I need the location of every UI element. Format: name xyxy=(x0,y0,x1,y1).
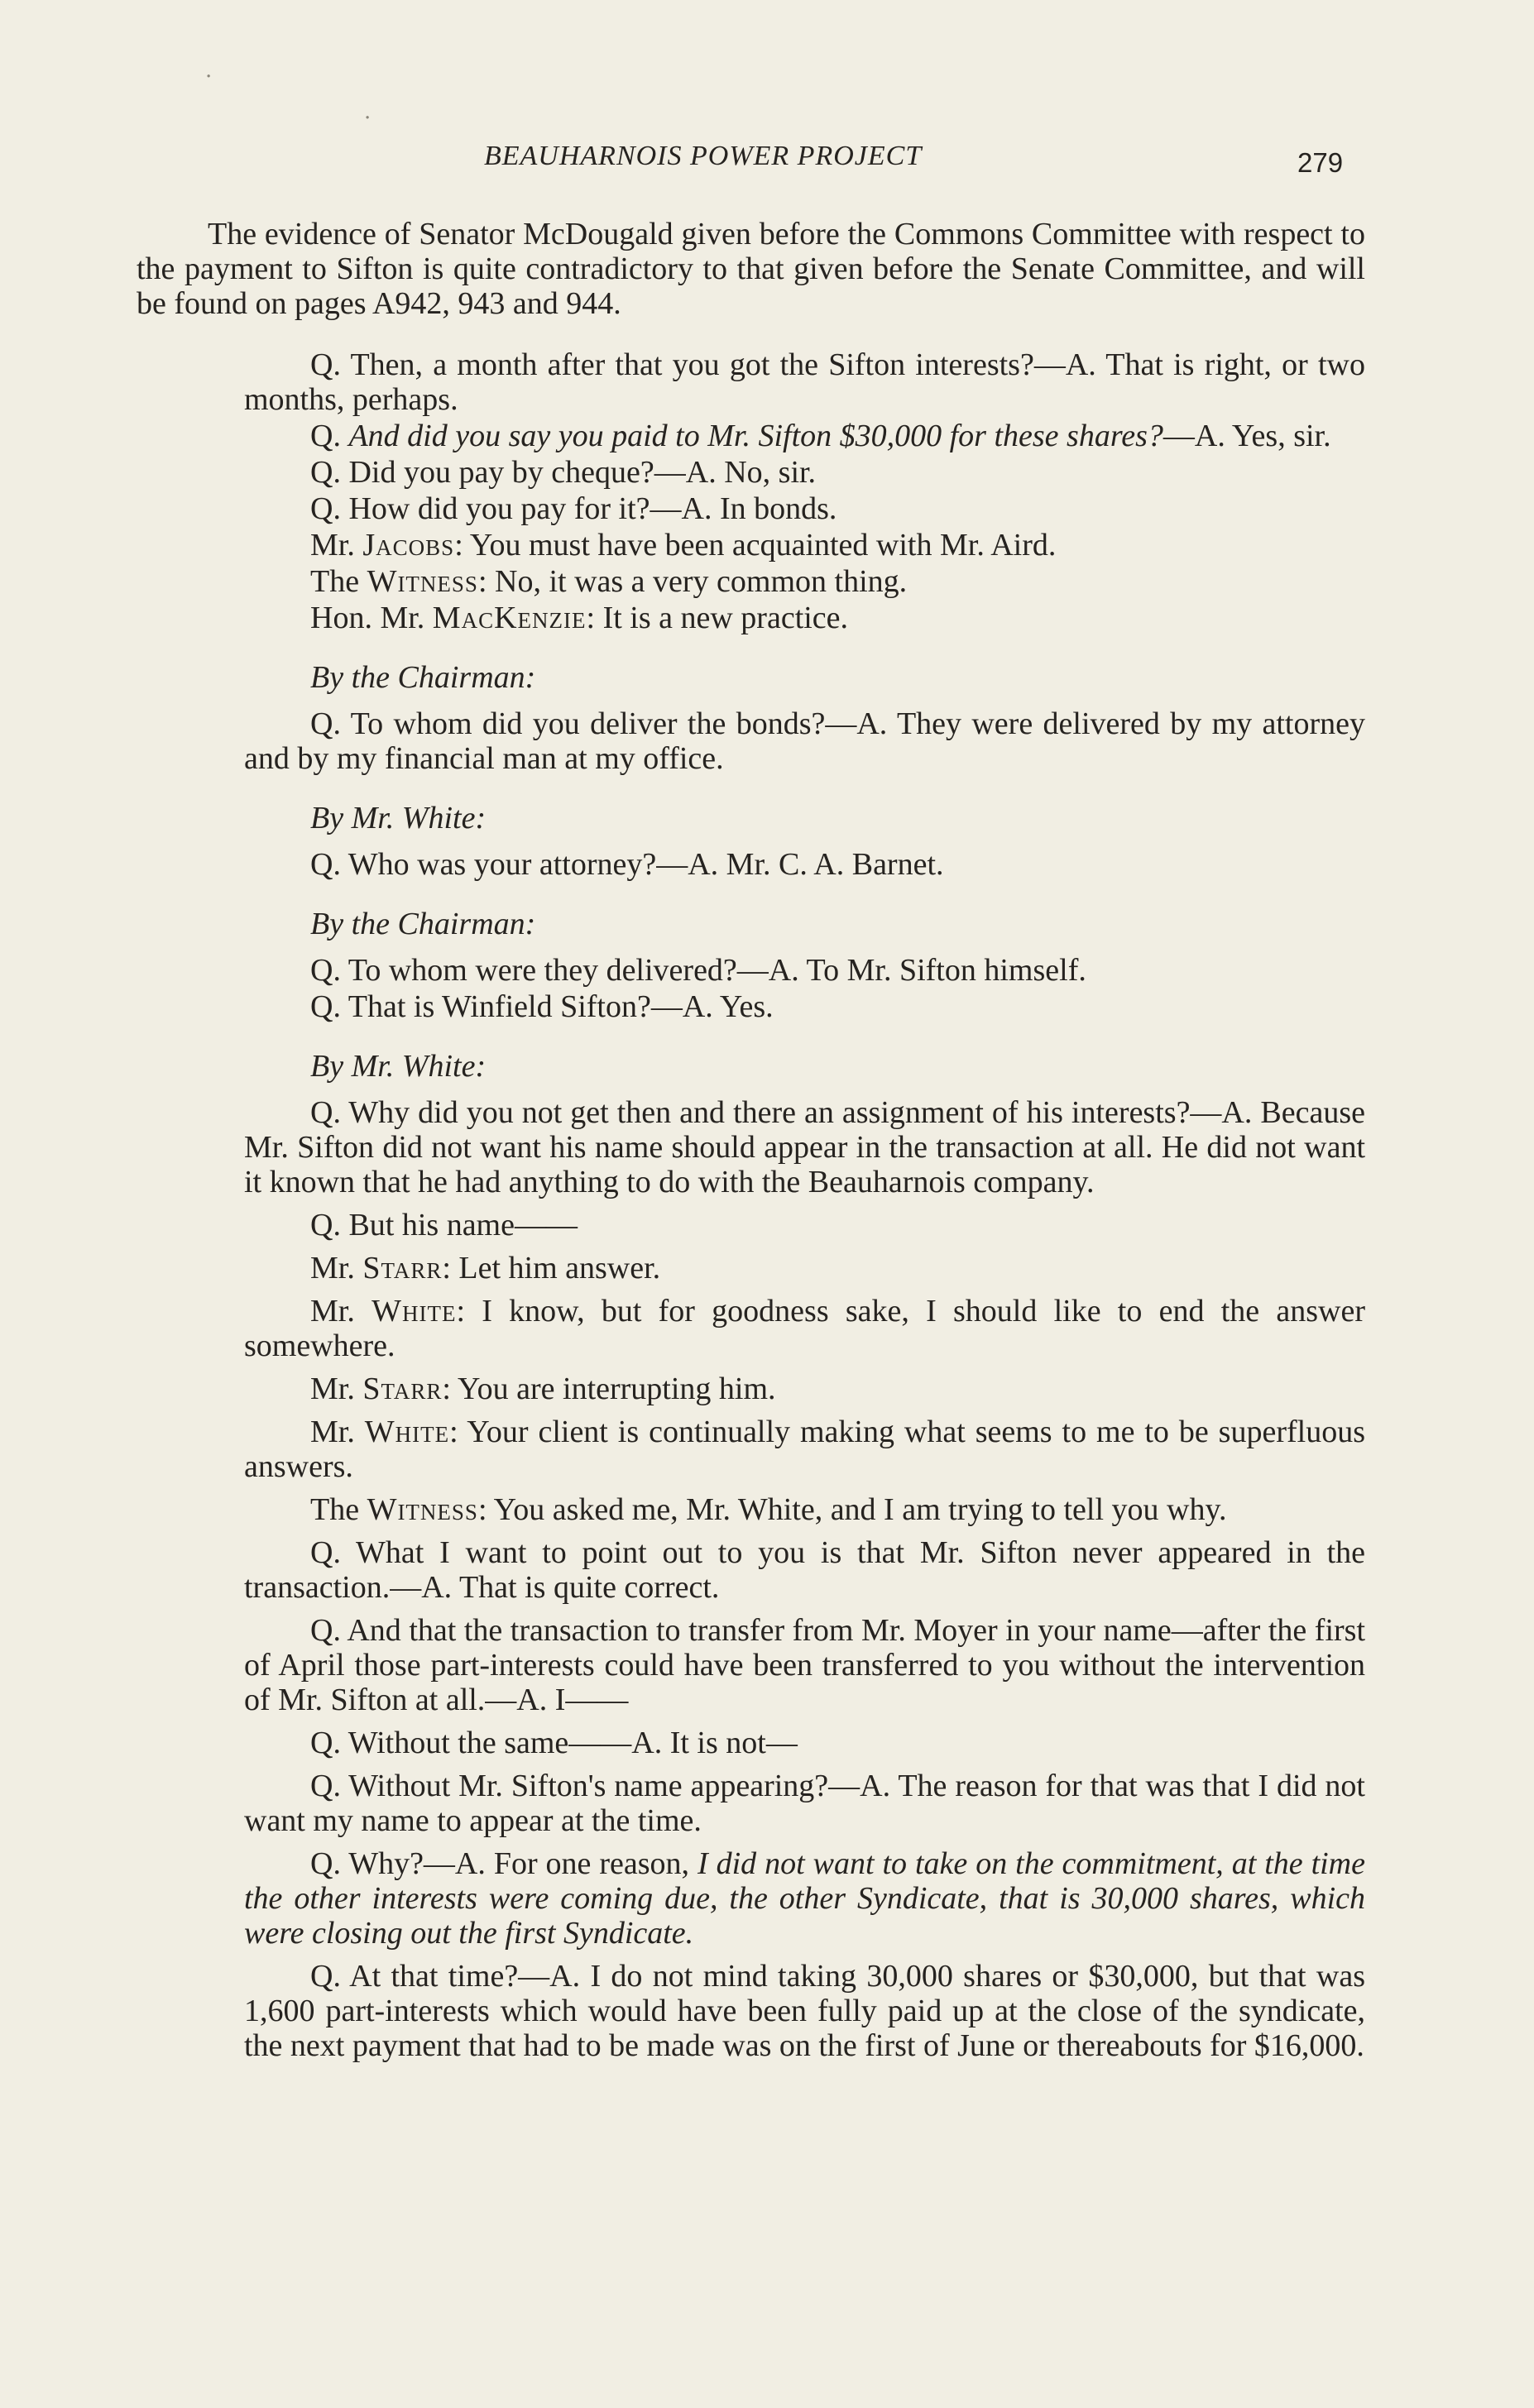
statement-mackenzie xyxy=(310,601,1365,635)
speaker-white-2: White xyxy=(364,1415,450,1449)
section-heading-chairman-1: By the Chairman: xyxy=(310,660,536,695)
question-10: Q. But his name—— xyxy=(310,1208,578,1242)
question-1: Q. Then, a month after that you got the Sifton interests?—A. That is right, or two months, perhaps. xyxy=(244,347,1365,417)
statement-witness-2 xyxy=(244,1492,1365,1527)
question-2-answer: —A. Yes, sir. xyxy=(1162,419,1331,453)
statement-witness-2-text: : You asked me, Mr. White, and I am trying to tell you why. xyxy=(477,1492,1227,1527)
statement-white-2-text: : Your client is continually making what seems to me to be superfluous answers. xyxy=(244,1415,1365,1484)
statement-white-2 xyxy=(244,1415,1365,1484)
statement-witness-1-prefix: The xyxy=(310,564,367,599)
question-9: Q. Why did you not get then and there an assignment of his interests?—A. Because Mr. Sifton did not want his name should appear in the transaction at all. He did not want it known that he had anything to do with the Beauharnois company. xyxy=(244,1095,1365,1199)
page-header xyxy=(0,141,1534,182)
question-13: Q. Without the same——A. It is not— xyxy=(310,1726,798,1760)
statement-starr-2 xyxy=(310,1372,1365,1406)
page-body xyxy=(137,217,1365,2065)
statement-witness-1 xyxy=(310,564,1365,599)
statement-white-2-prefix: Mr. xyxy=(310,1415,365,1449)
statement-white-1-text: : I know, but for goodness sake, I should like to end the answer somewhere. xyxy=(244,1294,1365,1363)
section-heading-white-1: By Mr. White: xyxy=(310,801,487,835)
testimony-excerpt xyxy=(244,347,1365,2063)
question-16: Q. At that time?—A. I do not mind taking 30,000 shares or $30,000, but that was 1,600 part-interests which would have been fully paid up at the close of the syndicate, the next payment that had to be made was on the first of June or thereabouts for $16,000. xyxy=(244,1959,1365,2063)
statement-starr-2-prefix: Mr. xyxy=(310,1372,363,1406)
statement-white-1 xyxy=(244,1294,1365,1363)
page-blemish: · xyxy=(205,65,213,89)
statement-witness-1-text: : No, it was a very common thing. xyxy=(477,564,908,599)
question-15 xyxy=(244,1846,1365,1951)
running-head: BEAUHARNOIS POWER PROJECT xyxy=(484,141,923,171)
speaker-white: White xyxy=(372,1294,457,1328)
question-15-prefix: Q. Why?—A. For one reason, xyxy=(310,1846,697,1881)
question-6: Q. Who was your attorney?—A. Mr. C. A. Barnet. xyxy=(310,847,944,882)
section-heading-white-2: By Mr. White: xyxy=(310,1049,487,1084)
speaker-mackenzie: MacKenzie xyxy=(432,601,587,635)
intro-paragraph: The evidence of Senator McDougald given before the Commons Committee with respect to the payment to Sifton is quite contradictory to that given before the Senate Committee, and will be found on pages A942, 943 and 944. xyxy=(137,217,1365,321)
question-3: Q. Did you pay by cheque?—A. No, sir. xyxy=(310,455,817,490)
question-14: Q. Without Mr. Sifton's name appearing?—A. The reason for that was that I did not want my name to appear at the time. xyxy=(244,1769,1365,1838)
statement-witness-2-prefix: The xyxy=(310,1492,367,1527)
statement-mackenzie-prefix: Hon. Mr. xyxy=(310,601,433,635)
statement-jacobs-prefix: Mr. xyxy=(310,528,363,563)
section-heading-chairman-2: By the Chairman: xyxy=(310,907,536,941)
question-5: Q. To whom did you deliver the bonds?—A. They were delivered by my attorney and by my financial man at my office. xyxy=(244,706,1365,776)
statement-mackenzie-text: : It is a new practice. xyxy=(586,601,849,635)
question-2-prefix: Q. xyxy=(310,419,349,453)
statement-white-1-prefix: Mr. xyxy=(310,1294,372,1328)
question-8: Q. That is Winfield Sifton?—A. Yes. xyxy=(310,989,774,1024)
question-4: Q. How did you pay for it?—A. In bonds. xyxy=(310,491,837,526)
question-7: Q. To whom were they delivered?—A. To Mr. Sifton himself. xyxy=(310,953,1086,988)
speaker-starr-2: Starr xyxy=(362,1372,443,1406)
question-2-italic: And did you say you paid to Mr. Sifton $30,000 for these shares? xyxy=(348,419,1163,453)
statement-starr-1-text: : Let him answer. xyxy=(442,1251,661,1285)
page-blemish-2: · xyxy=(364,106,372,131)
question-12: Q. And that the transaction to transfer from Mr. Moyer in your name—after the first of April those part-interests could have been transferred to you without the intervention of Mr. Sifton at all.—A. I—— xyxy=(244,1613,1365,1717)
statement-starr-1-prefix: Mr. xyxy=(310,1251,363,1285)
question-2 xyxy=(244,419,1365,453)
page-number: 279 xyxy=(1297,147,1344,178)
speaker-witness: Witness xyxy=(367,564,478,599)
speaker-starr: Starr xyxy=(362,1251,443,1285)
statement-jacobs-text: : You must have been acquainted with Mr. Aird. xyxy=(454,528,1057,563)
speaker-jacobs: Jacobs xyxy=(362,528,455,563)
question-11: Q. What I want to point out to you is that Mr. Sifton never appeared in the transaction.—A. That is quite correct. xyxy=(244,1535,1365,1605)
statement-starr-1 xyxy=(310,1251,1365,1285)
statement-jacobs xyxy=(310,528,1365,563)
speaker-witness-2: Witness xyxy=(367,1492,478,1527)
question-15-italic: I did not want to take on the commitment, at the time the other interests were coming due, the other Syndicate, that is 30,000 shares, which were closing out the first Syndicate. xyxy=(244,1846,1365,1951)
statement-starr-2-text: : You are interrupting him. xyxy=(442,1372,776,1406)
